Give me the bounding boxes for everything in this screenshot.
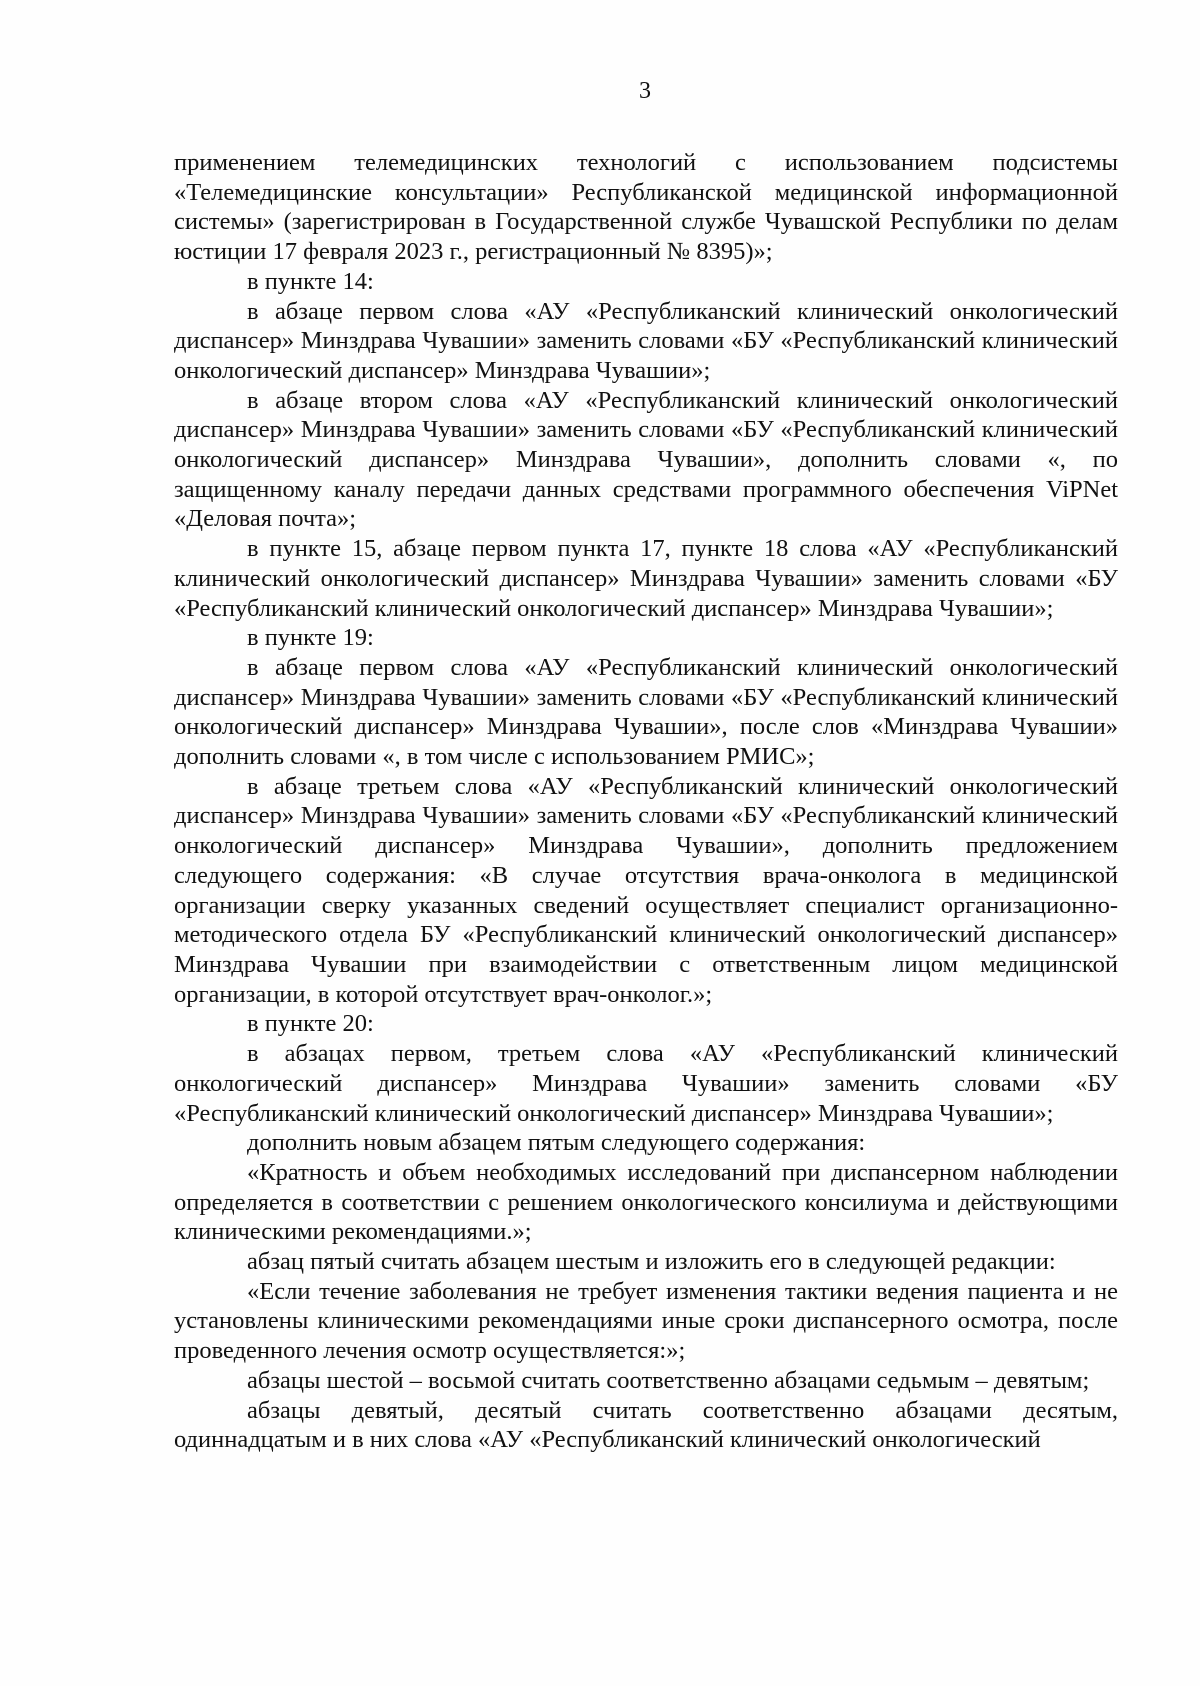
paragraph-6: в пункте 19: <box>247 624 374 652</box>
paragraph-2: в пункте 14: <box>247 267 374 295</box>
paragraph-13: абзац пятый считать абзацем шестым и изложить его в следующей редакции: <box>247 1248 1056 1276</box>
paragraph-15: абзацы шестой – восьмой считать соответственно абзацами седьмым – девятым; <box>247 1366 1090 1394</box>
paragraph-3: в абзаце первом слова «АУ «Республиканский клинический онкологический диспансер» Минздрава Чувашии» заменить словами «БУ «Республиканский клинический онкологический диспансер» Минздрава Чувашии»; <box>174 297 1118 384</box>
paragraph-4: в абзаце втором слова «АУ «Республиканский клинический онкологический диспансер» Минздрава Чувашии» заменить словами «БУ «Республиканский клинический онкологический диспансер» Минздрава Чувашии», дополнить словами «, по защищенному каналу передачи данных средствами программного обеспечения ViPNet «Деловая почта»; <box>174 386 1118 533</box>
paragraph-14: «Если течение заболевания не требует изменения тактики ведения пациента и не установлены клиническими рекомендациями иные сроки диспансерного осмотра, после проведенного лечения осмотр осуществляется:»; <box>174 1277 1118 1365</box>
paragraph-5: в пункте 15, абзаце первом пункта 17, пункте 18 слова «АУ «Республиканский клинический онкологический диспансер» Минздрава Чувашии» заменить словами «БУ «Республиканский клинический онкологический диспансер» Минздрава Чувашии»; <box>174 535 1118 622</box>
document-body <box>174 148 1118 1455</box>
paragraph-1: применением телемедицинских технологий с использованием подсистемы «Телемедицинские консультации» Республиканской медицинской информационной системы» (зарегистрирован в Государственной службе Чувашской Республики по делам юстиции 17 февраля 2023 г., регистрационный № 8395)»; <box>174 149 1118 266</box>
paragraph-7: в абзаце первом слова «АУ «Республиканский клинический онкологический диспансер» Минздрава Чувашии» заменить словами «БУ «Республиканский клинический онкологический диспансер» Минздрава Чувашии», после слов «Минздрава Чувашии» дополнить словами «, в том числе с использованием РМИС»; <box>174 653 1118 771</box>
page-number: 3 <box>639 78 651 104</box>
paragraph-11: дополнить новым абзацем пятым следующего содержания: <box>247 1129 866 1157</box>
paragraph-9: в пункте 20: <box>247 1010 374 1038</box>
paragraph-16: абзацы девятый, десятый считать соответственно абзацами десятым, одиннадцатым и в них слова «АУ «Республиканский клинический онкологический <box>174 1396 1118 1454</box>
paragraph-10: в абзацах первом, третьем слова «АУ «Республиканский клинический онкологический диспансер» Минздрава Чувашии» заменить словами «БУ «Республиканский клинический онкологический диспансер» Минздрава Чувашии»; <box>174 1040 1118 1127</box>
paragraph-8: в абзаце третьем слова «АУ «Республиканский клинический онкологический диспансер» Минздрава Чувашии» заменить словами «БУ «Республиканский клинический онкологический диспансер» Минздрава Чувашии», дополнить предложением следующего содержания: «В случае отсутствия врача-онколога в медицинской организации сверку указанных сведений осуществляет специалист организационно-методического отдела БУ «Республиканский клинический онкологический диспансер» Минздрава Чувашии при взаимодействии с ответственным лицом медицинской организации, в которой отсутствует врач-онколог.»; <box>174 772 1118 1008</box>
paragraph-12: «Кратность и объем необходимых исследований при диспансерном наблюдении определяется в соответствии с решением онкологического консилиума и действующими клиническими рекомендациями.»; <box>174 1158 1118 1246</box>
